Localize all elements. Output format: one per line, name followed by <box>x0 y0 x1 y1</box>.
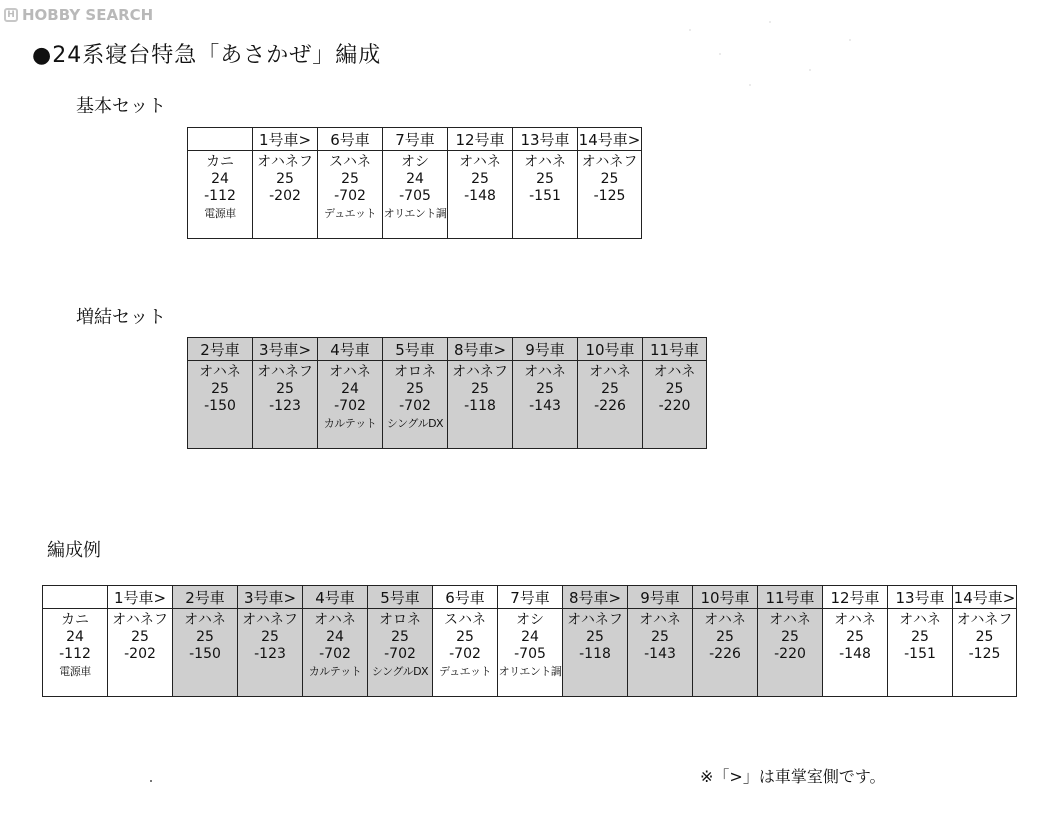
car-number-cell <box>188 128 253 151</box>
car-number-cell: 9号車 <box>628 586 693 609</box>
car-type: オロネ <box>379 612 421 628</box>
car-spec-line: -226 <box>594 398 626 414</box>
formation-example-table <box>42 585 1017 697</box>
car-spec-line: 25 <box>716 629 734 645</box>
car-spec-cell <box>318 151 383 239</box>
car-spec-line: 25 <box>391 629 409 645</box>
car-spec-cell <box>823 609 888 697</box>
car-type: オハネフ <box>581 154 638 170</box>
car-spec-line: 25 <box>651 629 669 645</box>
car-spec-cell <box>253 361 318 449</box>
car-spec-line: -202 <box>269 188 301 204</box>
car-number-cell: 11号車 <box>758 586 823 609</box>
car-spec-cell <box>318 361 383 449</box>
car-spec-line: -202 <box>124 646 156 662</box>
car-spec-line: 25 <box>586 629 604 645</box>
car-note: デュエット <box>324 207 376 220</box>
car-spec-line: -118 <box>464 398 496 414</box>
car-number-cell: 13号車 <box>513 128 578 151</box>
car-spec-line: -705 <box>514 646 546 662</box>
car-spec-line: -148 <box>839 646 871 662</box>
car-spec-cell <box>303 609 368 697</box>
car-spec-line: 25 <box>846 629 864 645</box>
car-number-cell: 4号車 <box>303 586 368 609</box>
car-type: オハネ <box>199 364 241 380</box>
car-type: オハネ <box>329 364 371 380</box>
car-spec-line: -150 <box>204 398 236 414</box>
car-type: オハネ <box>524 364 566 380</box>
hobby-search-logo-icon: H <box>4 8 18 22</box>
car-number-cell: 12号車 <box>823 586 888 609</box>
car-type: オハネフ <box>257 154 313 170</box>
car-spec-cell <box>448 361 513 449</box>
logo-text: HOBBY SEARCH <box>22 6 154 24</box>
car-spec-cell <box>433 609 498 697</box>
basic-set-table <box>187 127 642 239</box>
car-spec-cell <box>188 361 253 449</box>
car-spec-line: -702 <box>449 646 481 662</box>
car-spec-line: -702 <box>384 646 416 662</box>
car-note: オリエント調 <box>383 207 447 220</box>
car-spec-cell <box>563 609 628 697</box>
car-spec-line: 25 <box>665 381 684 397</box>
car-type: オロネ <box>394 364 436 380</box>
car-number-cell <box>43 586 108 609</box>
car-type: オハネフ <box>112 612 168 628</box>
car-spec-line: -220 <box>774 646 806 662</box>
car-type: オハネフ <box>257 364 313 380</box>
car-number-cell: 10号車 <box>578 338 643 361</box>
car-spec-cell <box>108 609 173 697</box>
car-spec-line: 25 <box>600 171 619 187</box>
car-note: カルテット <box>323 417 377 430</box>
car-spec-line: -123 <box>269 398 301 414</box>
car-note: カルテット <box>308 665 362 678</box>
car-type: オハネ <box>589 364 631 380</box>
car-spec-line: -125 <box>968 646 1001 662</box>
car-number-cell: 8号車> <box>448 338 513 361</box>
car-spec-line: -112 <box>204 188 236 204</box>
car-type: スハネ <box>329 154 371 170</box>
car-number-cell: 4号車 <box>318 338 383 361</box>
page-title: ●24系寝台特急「あさかぜ」編成 <box>32 43 382 68</box>
car-spec-line: -112 <box>59 646 91 662</box>
car-type: オハネフ <box>567 612 623 628</box>
car-number-cell: 14号車> <box>953 586 1017 609</box>
car-note: 電源車 <box>204 207 236 220</box>
car-spec-line: 25 <box>276 171 294 187</box>
car-type: オハネ <box>899 612 941 628</box>
car-spec-cell <box>628 609 693 697</box>
car-number-cell: 7号車 <box>498 586 563 609</box>
site-logo[interactable] <box>4 5 153 25</box>
car-number-cell: 1号車> <box>108 586 173 609</box>
car-type: オハネ <box>184 612 226 628</box>
car-number-cell: 11号車 <box>643 338 707 361</box>
car-spec-line: -220 <box>658 398 691 414</box>
car-spec-cell <box>578 361 643 449</box>
car-spec-line: -118 <box>579 646 611 662</box>
car-spec-line: -125 <box>593 188 626 204</box>
car-spec-line: 24 <box>326 629 344 645</box>
car-number-cell: 14号車> <box>578 128 642 151</box>
car-type: オシ <box>401 154 429 170</box>
car-spec-line: 25 <box>131 629 149 645</box>
car-spec-line: 25 <box>601 381 619 397</box>
car-number-cell: 2号車 <box>173 586 238 609</box>
formation-example-label: 編成例 <box>47 540 101 561</box>
car-spec-cell <box>643 361 707 449</box>
car-number-cell: 1号車> <box>253 128 318 151</box>
car-spec-line: 25 <box>276 381 294 397</box>
car-spec-line: -123 <box>254 646 286 662</box>
car-spec-cell <box>888 609 953 697</box>
car-type: オハネ <box>314 612 356 628</box>
car-spec-cell <box>253 151 318 239</box>
car-spec-line: -150 <box>189 646 221 662</box>
car-spec-line: -702 <box>334 188 366 204</box>
car-number-cell: 12号車 <box>448 128 513 151</box>
car-spec-cell <box>513 361 578 449</box>
car-spec-line: 24 <box>211 171 229 187</box>
car-note: シングルDX <box>386 417 444 430</box>
car-spec-cell <box>383 361 448 449</box>
car-spec-line: 25 <box>536 171 554 187</box>
car-type: オハネ <box>834 612 876 628</box>
car-spec-line: 25 <box>341 171 359 187</box>
car-spec-line: 25 <box>261 629 279 645</box>
car-note: 電源車 <box>59 665 91 678</box>
car-number-cell: 5号車 <box>368 586 433 609</box>
car-spec-line: 25 <box>975 629 994 645</box>
car-spec-cell <box>498 609 563 697</box>
car-spec-line: -143 <box>529 398 561 414</box>
car-spec-line: -705 <box>399 188 431 204</box>
car-spec-cell <box>238 609 303 697</box>
car-spec-line: 25 <box>456 629 474 645</box>
car-spec-cell <box>188 151 253 239</box>
car-spec-line: -151 <box>529 188 561 204</box>
car-spec-line: 25 <box>406 381 424 397</box>
car-number-cell: 6号車 <box>318 128 383 151</box>
car-spec-line: -702 <box>319 646 351 662</box>
car-spec-line: 25 <box>536 381 554 397</box>
car-note: シングルDX <box>371 665 429 678</box>
car-spec-line: -148 <box>464 188 496 204</box>
car-spec-line: -143 <box>644 646 676 662</box>
car-spec-line: 25 <box>471 171 489 187</box>
car-spec-cell <box>383 151 448 239</box>
car-spec-cell <box>953 609 1017 697</box>
car-type: オハネ <box>653 364 696 380</box>
car-spec-line: 24 <box>406 171 424 187</box>
car-type: オハネ <box>639 612 681 628</box>
extension-set-table <box>187 337 707 449</box>
car-spec-line: -151 <box>904 646 936 662</box>
car-number-cell: 3号車> <box>253 338 318 361</box>
car-type: カニ <box>61 612 89 628</box>
basic-set-label: 基本セット <box>76 96 166 117</box>
car-type: オハネフ <box>452 364 508 380</box>
footnote: ※「>」は車掌室側です。 <box>700 767 886 786</box>
car-spec-cell <box>448 151 513 239</box>
car-spec-line: 24 <box>521 629 539 645</box>
car-number-cell: 6号車 <box>433 586 498 609</box>
car-number-cell: 8号車> <box>563 586 628 609</box>
car-note: オリエント調 <box>498 665 562 678</box>
car-type: オハネ <box>459 154 501 170</box>
car-spec-cell <box>43 609 108 697</box>
car-number-cell: 5号車 <box>383 338 448 361</box>
car-spec-line: 24 <box>341 381 359 397</box>
scan-noise <box>660 10 890 100</box>
car-spec-cell <box>578 151 642 239</box>
car-spec-line: -702 <box>334 398 366 414</box>
car-number-cell: 10号車 <box>693 586 758 609</box>
car-number-cell: 13号車 <box>888 586 953 609</box>
car-spec-line: -702 <box>399 398 431 414</box>
car-number-cell: 9号車 <box>513 338 578 361</box>
car-type: カニ <box>206 154 234 170</box>
car-type: オハネ <box>704 612 746 628</box>
car-spec-cell <box>693 609 758 697</box>
car-spec-cell <box>368 609 433 697</box>
car-spec-line: 24 <box>66 629 84 645</box>
car-spec-cell <box>758 609 823 697</box>
car-type: オシ <box>516 612 544 628</box>
car-note: デュエット <box>439 665 491 678</box>
car-type: オハネフ <box>242 612 298 628</box>
car-spec-line: 25 <box>471 381 489 397</box>
extension-set-label: 増結セット <box>76 307 166 328</box>
car-spec-line: 25 <box>211 381 229 397</box>
car-spec-line: 25 <box>196 629 214 645</box>
car-number-cell: 3号車> <box>238 586 303 609</box>
car-spec-cell <box>513 151 578 239</box>
stray-mark <box>150 780 152 782</box>
car-type: オハネ <box>524 154 566 170</box>
car-spec-line: 25 <box>911 629 929 645</box>
car-type: オハネフ <box>956 612 1013 628</box>
car-spec-line: 25 <box>781 629 799 645</box>
car-type: スハネ <box>444 612 486 628</box>
car-spec-cell <box>173 609 238 697</box>
car-type: オハネ <box>769 612 811 628</box>
car-spec-line: -226 <box>709 646 741 662</box>
car-number-cell: 2号車 <box>188 338 253 361</box>
car-number-cell: 7号車 <box>383 128 448 151</box>
